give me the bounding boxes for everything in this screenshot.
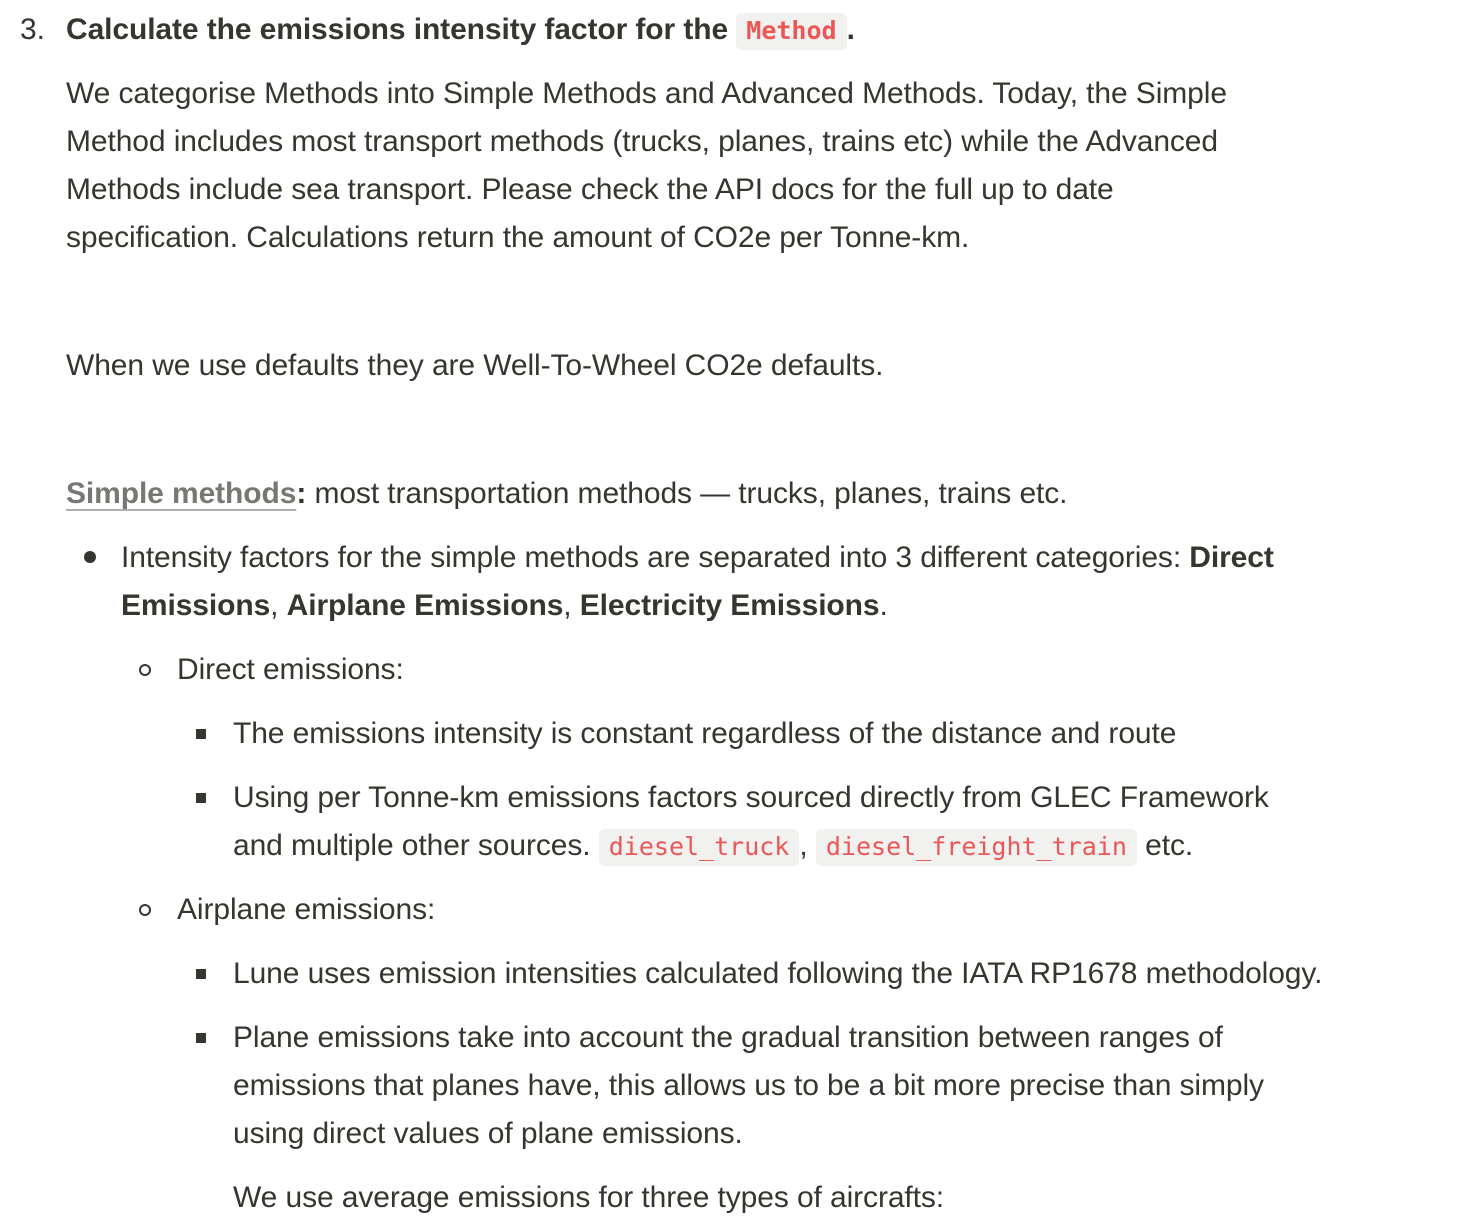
intro-line-3: Methods include sea transport. Please check the API docs for the full up to date (66, 173, 1114, 206)
bullet-disc-icon (84, 551, 96, 563)
category-airplane: Airplane Emissions (286, 589, 564, 622)
categories-intro: Intensity factors for the simple methods are separated into 3 different categories: (121, 541, 1190, 574)
bullet-square-icon (196, 793, 206, 803)
intro-line-4: specification. Calculations return the amount of CO2e per Tonne-km. (66, 221, 970, 254)
category-electricity: Electricity Emissions (579, 589, 880, 622)
airplane-point-2-line-3: using direct values of plane emissions. (233, 1117, 743, 1150)
airplane-point-2-line-2: emissions that planes have, this allows us to be a bit more precise than simply (233, 1069, 1264, 1102)
direct-point-2: Using per Tonne-km emissions factors sourced directly from GLEC Framework (233, 781, 1269, 814)
simple-methods-line (66, 470, 1067, 518)
category-separator: , (563, 589, 580, 622)
step-heading (66, 6, 855, 55)
heading-suffix: . (846, 13, 855, 46)
direct-point-1: The emissions intensity is constant regardless of the distance and route (233, 717, 1177, 750)
intro-line-1: We categorise Methods into Simple Methods and Advanced Methods. Today, the Simple (66, 77, 1227, 110)
defaults-note: When we use defaults they are Well-To-Wheel CO2e defaults. (66, 349, 884, 382)
bullet-square-icon (196, 729, 206, 739)
method-code: Method (736, 13, 846, 50)
categories-line-2 (121, 582, 888, 630)
airplane-point-1: Lune uses emission intensities calculated following the IATA RP1678 methodology. (233, 957, 1323, 990)
bullet-square-icon (196, 1033, 206, 1043)
category-direct: Direct (1189, 541, 1274, 574)
airplane-emissions-label: Airplane emissions: (177, 893, 436, 926)
category-end: . (879, 589, 888, 622)
bullet-circle-icon (139, 904, 151, 916)
direct-emissions-label: Direct emissions: (177, 653, 404, 686)
bullet-square-icon (196, 969, 206, 979)
bullet-circle-icon (139, 664, 151, 676)
diesel-truck-code: diesel_truck (599, 829, 800, 866)
code-end: etc. (1136, 829, 1194, 862)
airplane-point-2-line-1: Plane emissions take into account the gradual transition between ranges of (233, 1021, 1223, 1054)
heading-text: Calculate the emissions intensity factor for the (66, 13, 729, 46)
simple-methods-link[interactable]: Simple methods (66, 477, 297, 510)
direct-point-2-text: and multiple other sources. (233, 829, 599, 862)
direct-point-2-cont (233, 822, 1193, 871)
category-separator: , (270, 589, 287, 622)
step-number: 3. (20, 13, 45, 46)
intro-line-2: Method includes most transport methods (trucks, planes, trains etc) while the Advanced (66, 125, 1218, 158)
simple-methods-description: most transportation methods — trucks, planes, trains etc. (306, 477, 1068, 510)
categories-line-1 (121, 534, 1274, 582)
diesel-freight-train-code: diesel_freight_train (816, 829, 1137, 866)
aircraft-types-note: We use average emissions for three types of aircrafts: (233, 1181, 945, 1214)
simple-methods-colon: : (296, 477, 307, 510)
category-emissions: Emissions (121, 589, 271, 622)
code-separator: , (799, 829, 808, 862)
